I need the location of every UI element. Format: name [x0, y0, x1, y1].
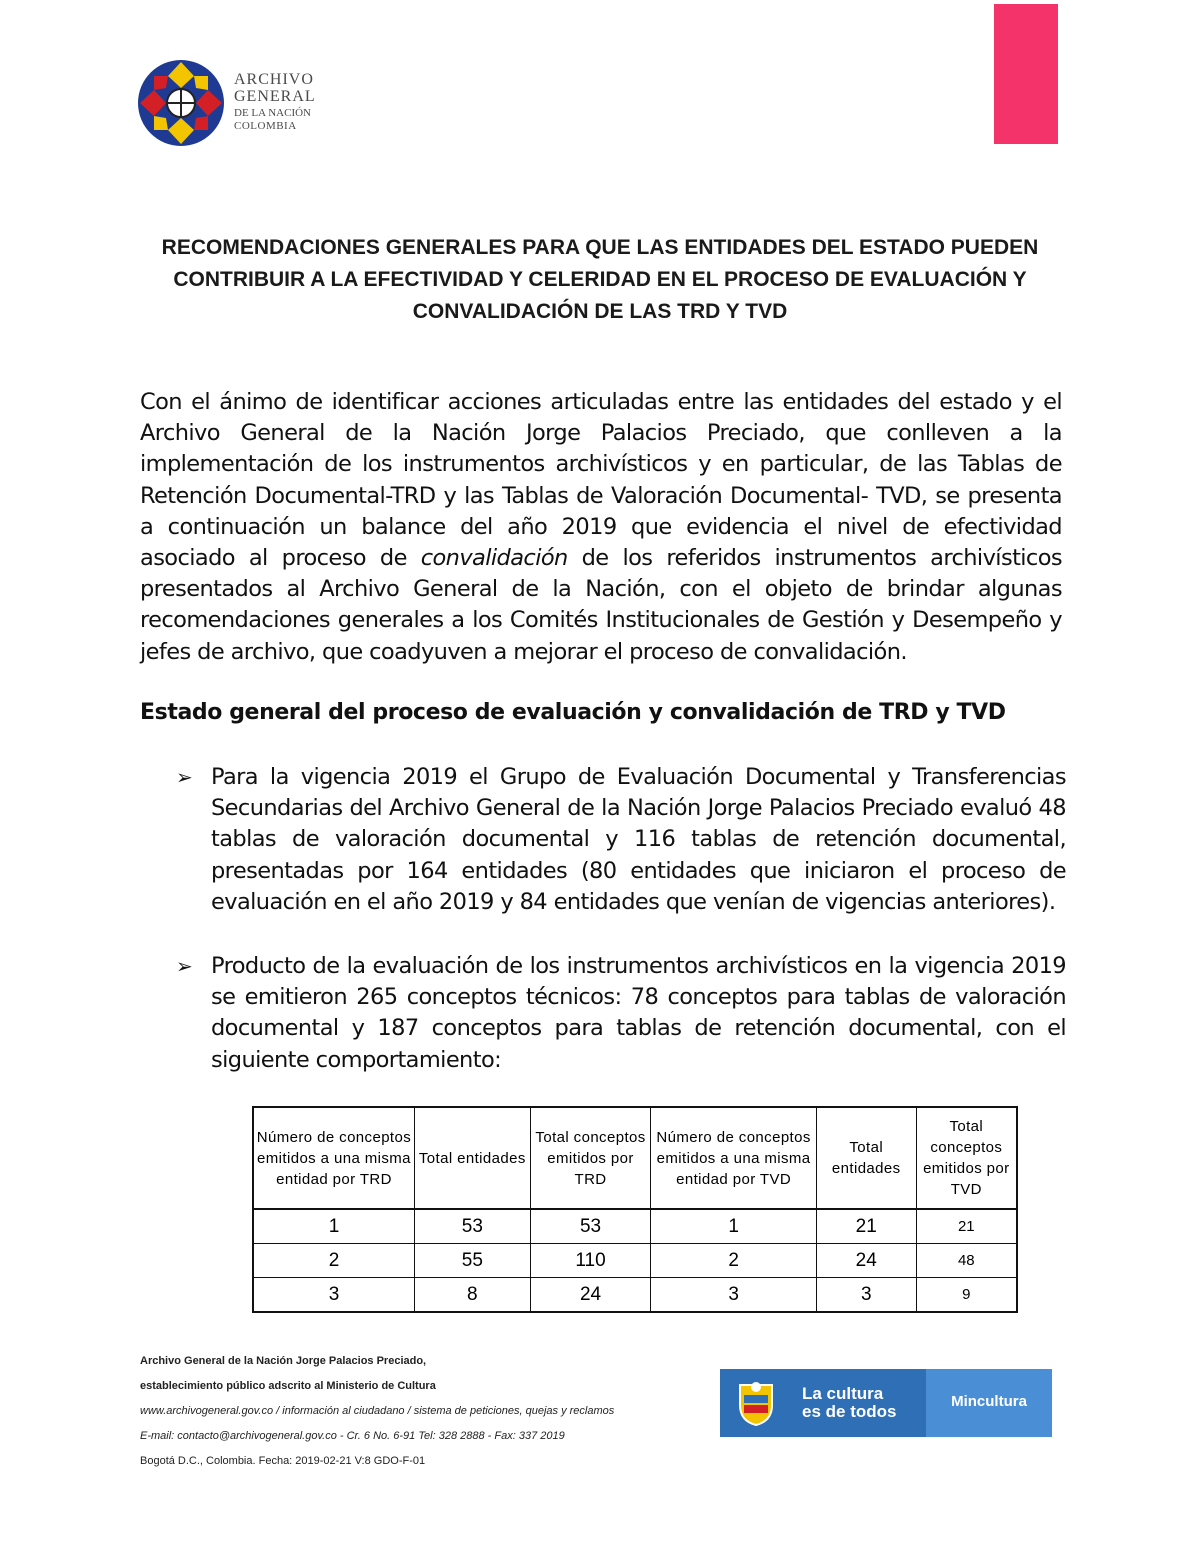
- gov-slogan-line2: es de todos: [802, 1402, 897, 1421]
- table-cell: 1: [253, 1209, 414, 1244]
- table-cell: 21: [816, 1209, 916, 1244]
- table-row: [253, 1244, 1017, 1278]
- table-row: [253, 1278, 1017, 1313]
- table-cell: 3: [651, 1278, 816, 1313]
- agn-logo-text: [234, 72, 316, 132]
- bullet-text: Para la vigencia 2019 el Grupo de Evaluación Documental y Transferencias Secundarias del Archivo General de la Nación Jorge Palacios Preciado evaluó 48 tablas de valoración documental y 116 tablas de retención documental, presentadas por 164 entidades (80 entidades que iniciaron el proceso de evaluación en el año 2019 y 84 entidades que venían de vigencias anteriores).: [211, 764, 1066, 915]
- agn-logo: [136, 58, 326, 148]
- header-accent-bar: [994, 4, 1058, 144]
- logo-line-general: GENERAL: [234, 88, 316, 105]
- table-cell: 9: [916, 1278, 1017, 1313]
- document-title: RECOMENDACIONES GENERALES PARA QUE LAS ENTIDADES DEL ESTADO PUEDEN CONTRIBUIR A LA EFECTIVIDAD Y CELERIDAD EN EL PROCESO DE EVALUACIÓN Y CONVALIDACIÓN DE LAS TRD Y TVD: [161, 236, 1039, 323]
- mincultura-brand-box: [926, 1369, 1052, 1437]
- arrow-bullet-icon: ➢: [176, 765, 193, 789]
- footer-contact: [140, 1349, 680, 1474]
- table-cell: 2: [651, 1244, 816, 1278]
- table-cell: 3: [816, 1278, 916, 1313]
- concepts-table: [252, 1106, 1018, 1313]
- arrow-bullet-icon: ➢: [176, 954, 193, 978]
- intro-text-part1: Con el ánimo de identificar acciones articuladas entre las entidades del estado y el Archivo General de la Nación Jorge Palacios Preciado, que conlleven a la implementación de los instrumentos archivísticos y en particular, de las Tablas de Retención Documental-TRD y las Tablas de Valoración Documental- TVD, se presenta a continuación un balance del año 2019 que evidencia el nivel de efectividad asociado al proceso de: [140, 389, 1062, 572]
- gov-slogan: [802, 1385, 896, 1421]
- table-cell: 21: [916, 1209, 1017, 1244]
- table-cell: 110: [530, 1244, 651, 1278]
- mincultura-banner: [720, 1369, 1052, 1437]
- logo-line-nacion: DE LA NACIÓN: [234, 107, 311, 119]
- footer-line-name: Archivo General de la Nación Jorge Palacios Preciado,: [140, 1355, 427, 1367]
- table-cell: 1: [651, 1209, 816, 1244]
- bullet-text: Producto de la evaluación de los instrumentos archivísticos en la vigencia 2019 se emitieron 265 conceptos técnicos: 78 conceptos para tablas de valoración documental y 187 conceptos para tablas de retención documental, con el siguiente comportamiento:: [211, 953, 1066, 1073]
- gov-slogan-line1: La cultura: [802, 1384, 884, 1403]
- table-cell: 24: [530, 1278, 651, 1313]
- table-header-cell: Total conceptos emitidos por TVD: [916, 1107, 1017, 1209]
- table-cell: 24: [816, 1244, 916, 1278]
- bullet-item: [176, 762, 1066, 918]
- table-cell: 2: [253, 1244, 414, 1278]
- mincultura-brand: Mincultura: [951, 1393, 1027, 1410]
- table-cell: 8: [414, 1278, 530, 1313]
- table-row: [253, 1209, 1017, 1244]
- intro-text-italic: convalidación: [420, 545, 568, 572]
- footer-line-entity: establecimiento público adscrito al Ministerio de Cultura: [140, 1380, 436, 1392]
- table-header-cell: Total entidades: [414, 1107, 530, 1209]
- table-cell: 48: [916, 1244, 1017, 1278]
- agn-emblem-icon: [136, 58, 226, 148]
- table-header-cell: Número de conceptos emitidos a una misma entidad por TVD: [651, 1107, 816, 1209]
- table-header-cell: Total entidades: [816, 1107, 916, 1209]
- coat-of-arms-icon: [730, 1377, 782, 1429]
- table-header-cell: Número de conceptos emitidos a una misma entidad por TRD: [253, 1107, 414, 1209]
- bullet-item: [176, 951, 1066, 1076]
- table-cell: 53: [530, 1209, 651, 1244]
- intro-paragraph: [140, 387, 1062, 668]
- gov-slogan-box: [720, 1369, 926, 1437]
- logo-line-colombia: COLOMBIA: [234, 120, 297, 132]
- intro-text-part2: de los referidos instrumentos archivísticos presentados al Archivo General de la Nación, con el objeto de brindar algunas recomendaciones generales a los Comités Institucionales de Gestión y Desempeño y jefes de archivo, que coadyuven a mejorar el proceso de convalidación.: [140, 545, 1062, 665]
- table-header-row: [253, 1107, 1017, 1209]
- table-cell: 55: [414, 1244, 530, 1278]
- table-header-cell: Total conceptos emitidos por TRD: [530, 1107, 651, 1209]
- table-cell: 53: [414, 1209, 530, 1244]
- table-cell: 3: [253, 1278, 414, 1313]
- footer-line-date: Bogotá D.C., Colombia. Fecha: 2019-02-21 V:8 GDO-F-01: [140, 1455, 426, 1467]
- section-heading: Estado general del proceso de evaluación y convalidación de TRD y TVD: [140, 700, 1006, 725]
- footer-line-website[interactable]: www.archivogeneral.gov.co / información al ciudadano / sistema de peticiones, quejas y reclamos: [140, 1405, 615, 1417]
- footer-line-email[interactable]: E-mail: contacto@archivogeneral.gov.co - Cr. 6 No. 6-91 Tel: 328 2888 - Fax: 337 2019: [140, 1430, 565, 1442]
- logo-line-archivo: ARCHIVO: [234, 71, 314, 88]
